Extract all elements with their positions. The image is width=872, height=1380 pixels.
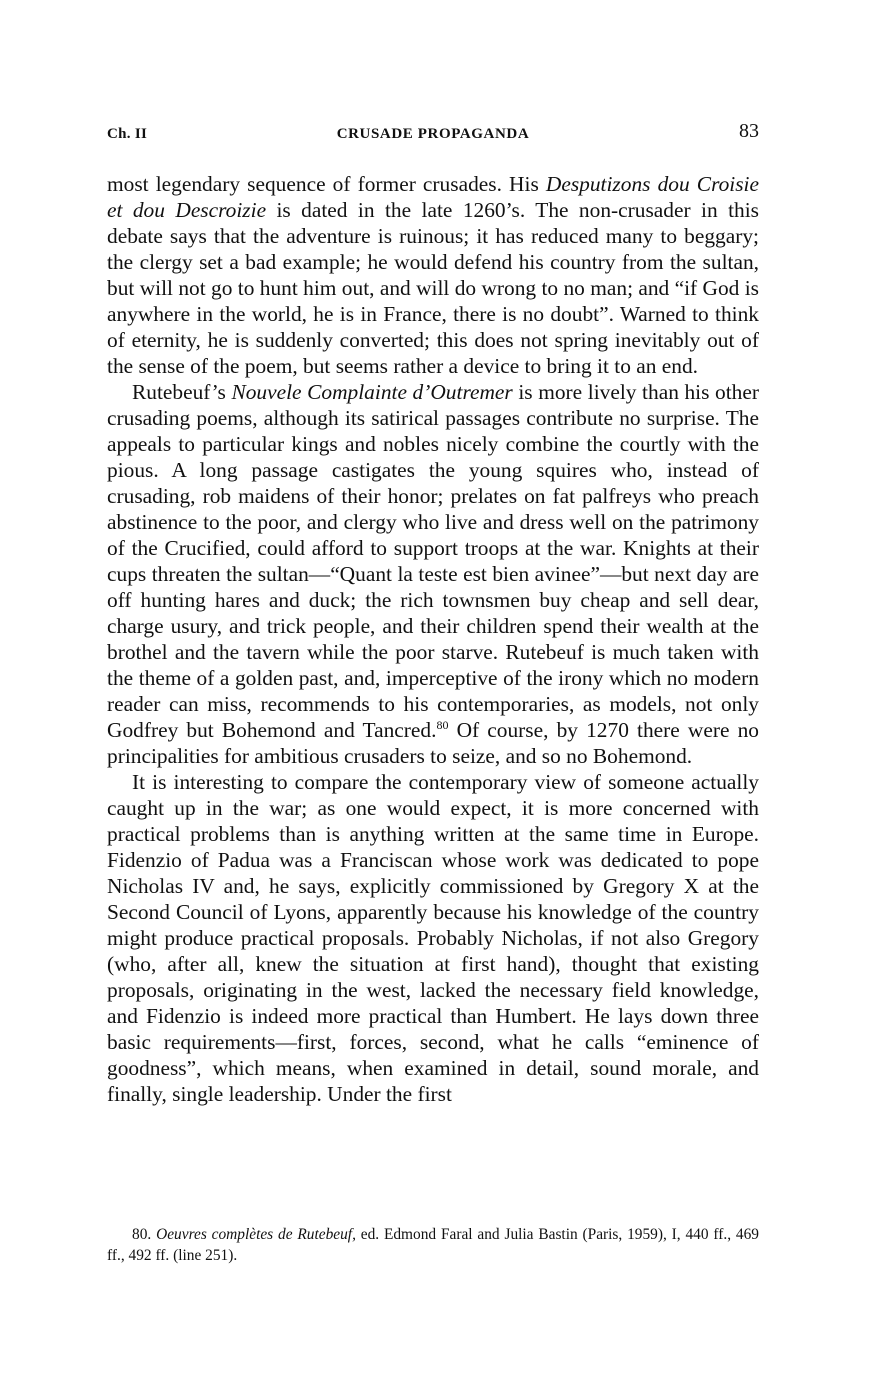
italic-title: Desputizons dou Croisie et dou Descroizie [107, 172, 759, 222]
text-run: most legendary sequence of former crusades. His [107, 172, 546, 196]
footnote-number: 80. [132, 1226, 152, 1243]
paragraph [107, 171, 759, 379]
running-header [107, 120, 759, 150]
paragraph [107, 379, 759, 769]
text-run: is more lively than his other crusading poems, although its satirical passages contribute no surprise. The appeals to particular kings and nobles nicely combine the courtly with the pious. A long passage castigates the young squires who, instead of crusading, rob maidens of their honor; prelates on fat palfreys who preach abstinence to the poor, and clergy who live and dress well on the patrimony of the Crucified, could afford to support troops at the war. Knights at their cups threaten the sultan—“Quant la teste est bien avinee”—but next day are off hunting hares and duck; the rich townsmen buy cheap and sell dear, charge usury, and trick people, and their children spend their wealth at the brothel and the tavern while the poor starve. Rutebeuf is much taken with the theme of a golden past, and, imperceptive of the irony which no modern reader can miss, recommends to his contemporaries, as models, not only Godfrey but Bohemond and Tancred. [107, 380, 759, 742]
footnote-body: ed. Edmond Faral and Julia Bastin (Paris, 1959), I, 440 ff., 469 ff., 492 ff. (line 251). [107, 1226, 759, 1264]
text-run: is dated in the late 1260’s. The non-crusader in this debate says that the adventure is ruinous; it has reduced many to beggary; the clergy set a bad example; he would defend his country from the sultan, but will not go to hunt him out, and will do wrong to no man; and “if God is anywhere in the world, he is in France, there is no doubt”. Warned to think of eternity, he is suddenly converted; this does not spring inevitably out of the sense of the poem, but seems rather a device to bring it to an end. [107, 198, 759, 378]
text-run: Of course, by 1270 there were no principalities for ambitious crusaders to seize, and so no Bohemond. [107, 718, 759, 768]
text-run: Rutebeuf’s [132, 380, 232, 404]
footnote-reference: 80 [436, 718, 449, 732]
paragraph: It is interesting to compare the contemporary view of someone actually caught up in the war; as one would expect, it is more concerned with practical problems than is anything written at the same time in Europe. Fidenzio of Padua was a Franciscan whose work was dedicated to pope Nicholas IV and, he says, explicitly commissioned by Gregory X at the Second Council of Lyons, apparently because his knowledge of the country might produce practical proposals. Probably Nicholas, if not also Gregory (who, after all, knew the situation at first hand), thought that existing proposals, originating in the west, lacked the necessary field knowledge, and Fidenzio is indeed more practical than Humbert. He lays down three basic requirements—first, forces, second, what he calls “eminence of goodness”, which means, when examined in detail, sound morale, and finally, single leadership. Under the first [107, 770, 759, 1106]
page-number: 83 [739, 120, 759, 142]
footnote-text [107, 1224, 759, 1266]
footnote-title: Oeuvres complètes de Rutebeuf, [156, 1226, 356, 1243]
running-title: CRUSADE PROPAGANDA [336, 126, 530, 142]
footnote [107, 1224, 759, 1266]
body-text [107, 171, 759, 1107]
chapter-label: Ch. II [107, 126, 148, 142]
italic-title: Nouvele Complainte d’Outremer [231, 380, 513, 404]
